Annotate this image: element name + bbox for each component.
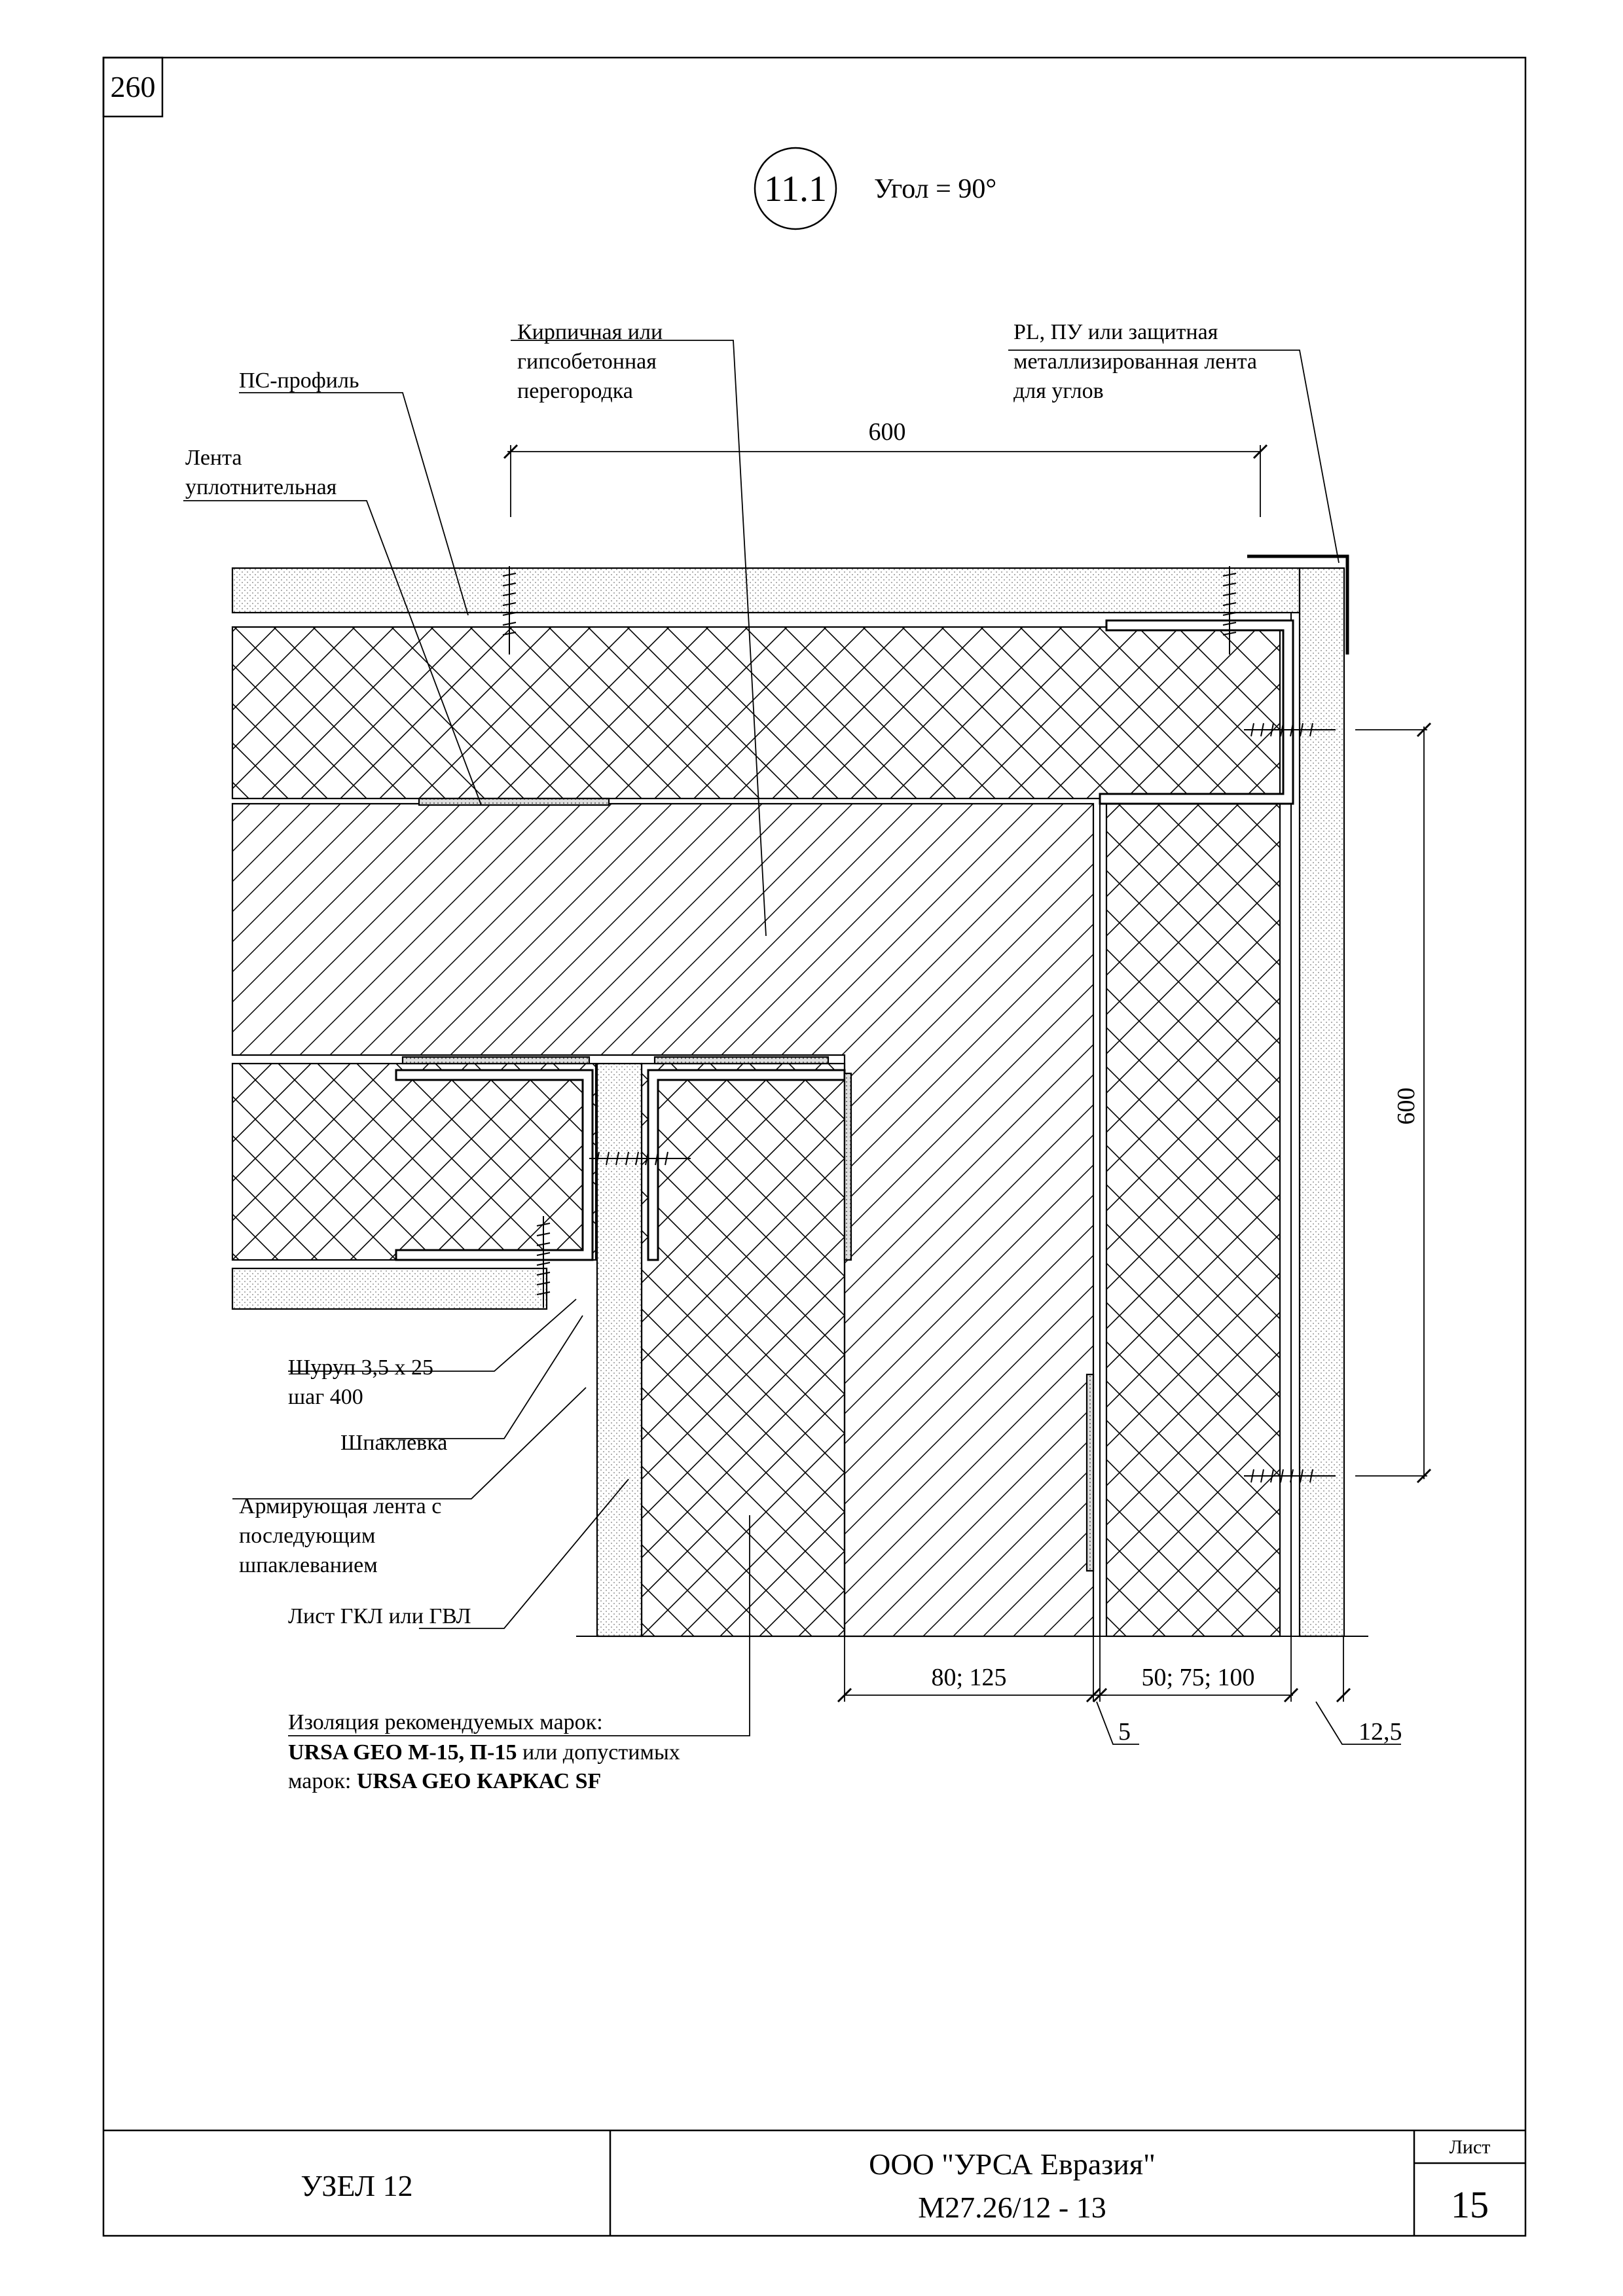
label-screw-2: шаг 400 <box>288 1385 363 1409</box>
label-corner-tape-1: PL, ПУ или защитная <box>1013 320 1218 344</box>
seal-tape-top <box>419 798 609 805</box>
top-board <box>232 568 1300 613</box>
title-company: ООО "УРСА Евразия" <box>869 2147 1156 2181</box>
label-reinforcing-3: шпаклеванием <box>239 1553 378 1577</box>
label-corner-tape-2: металлизированная лента <box>1013 350 1257 374</box>
label-partition-2: гипсобетонная <box>517 350 657 374</box>
dim-gap: 5 <box>1118 1718 1131 1746</box>
page-number: 260 <box>110 70 156 103</box>
dim-width-b: 50; 75; 100 <box>1141 1664 1255 1691</box>
left-insulation <box>232 1064 596 1260</box>
top-insulation <box>232 627 1280 798</box>
seal-tape-left <box>403 1057 589 1064</box>
title-sheet-label: Лист <box>1449 2136 1491 2158</box>
label-seal-tape-2: уплотнительная <box>185 475 337 499</box>
node-number: 11.1 <box>764 169 827 209</box>
insulation-alt-text: или допустимых <box>517 1740 680 1765</box>
label-ps-profile: ПС-профиль <box>239 368 359 393</box>
angle-label: Угол = 90° <box>874 174 997 204</box>
right-insulation <box>1106 804 1280 1636</box>
seal-tape-inner <box>655 1057 828 1064</box>
label-seal-tape-1: Лента <box>185 446 242 470</box>
seal-tape-right <box>1087 1374 1093 1571</box>
label-reinforcing-2: последующим <box>239 1524 376 1548</box>
section-drawing <box>232 556 1368 1636</box>
label-corner-tape-3: для углов <box>1013 379 1104 403</box>
label-insulation-1: Изоляция рекомендуемых марок: <box>288 1710 603 1734</box>
dim-top-600: 600 <box>868 418 906 446</box>
label-insulation-2 <box>288 1740 680 1765</box>
title-sheet-number: 15 <box>1451 2183 1489 2226</box>
title-node-name: УЗЕЛ 12 <box>301 2169 413 2202</box>
insulation-brands: URSA GEO М-15, П-15 <box>288 1740 517 1765</box>
left-board <box>232 1268 547 1309</box>
insulation-alt-prefix: марок: <box>288 1769 357 1793</box>
label-partition-1: Кирпичная или <box>517 320 663 344</box>
dim-right-600: 600 <box>1393 1087 1420 1125</box>
seal-tape-vert <box>845 1073 851 1260</box>
dim-width-a: 80; 125 <box>931 1664 1007 1691</box>
inner-board <box>597 1064 642 1636</box>
label-putty: Шпаклевка <box>340 1431 448 1455</box>
label-sheet: Лист ГКЛ или ГВЛ <box>288 1604 471 1628</box>
label-partition-3: перегородка <box>517 379 633 403</box>
insulation-alt-brand: URSA GEO КАРКАС SF <box>356 1769 602 1793</box>
label-insulation-3 <box>288 1769 601 1793</box>
title-code: М27.26/12 - 13 <box>918 2191 1106 2224</box>
label-screw-1: Шуруп 3,5 х 25 <box>288 1355 434 1380</box>
label-reinforcing-1: Армирующая лента с <box>239 1494 442 1518</box>
dim-board: 12,5 <box>1359 1718 1402 1746</box>
inner-insulation <box>642 1064 845 1636</box>
